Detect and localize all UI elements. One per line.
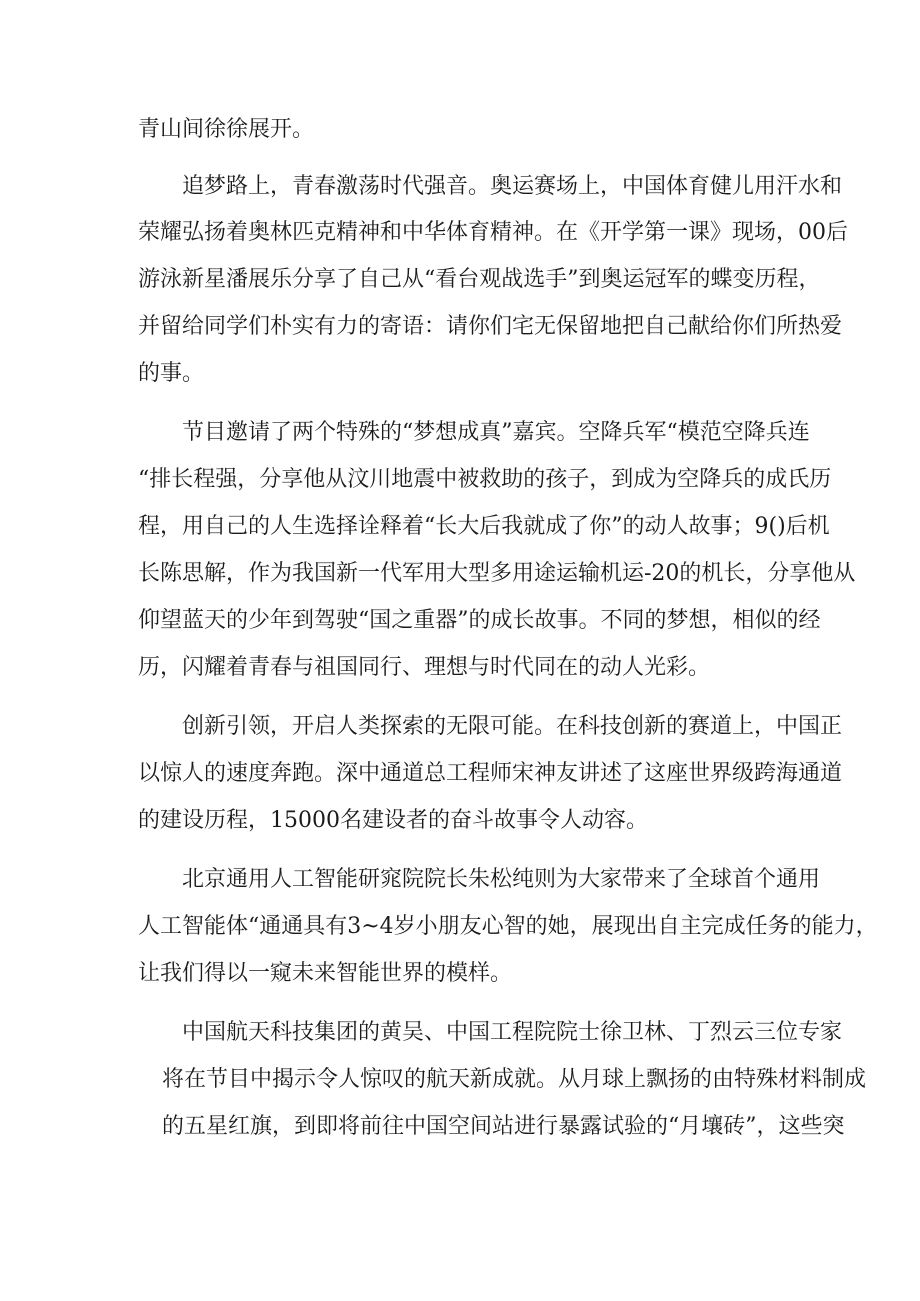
- text-line: 节目邀请了两个特殊的“梦想成真”嘉宾。空降兵军“模范空降兵连: [182, 420, 810, 445]
- text-line: 程，用自己的人生选择诠释着“长大后我就成了你”的动人故事；9()后机: [138, 514, 830, 539]
- text-line: 创新引领，开启人类探索的无限可能。在科技创新的赛道上，中国正: [182, 714, 843, 739]
- text-line: 追梦路上，青春激荡时代强音。奥运赛场上，中国体育健儿用汗水和: [182, 174, 843, 199]
- text-line: 人工智能体“通通具有3~4岁小朋友心智的她，展现出自主完成任务的能力，: [138, 914, 878, 939]
- text-line: 荣耀弘扬着奥林匹克精神和中华体育精神。在《开学第一课》现场，00后: [138, 220, 848, 245]
- text-line: 以惊人的速度奔跑。深中通道总工程师宋神友讲述了这座世界级跨海通道: [138, 761, 843, 786]
- text-line: 北京通用人工智能研窕院院长朱松纯则为大家带来了全球首个通用: [182, 867, 821, 892]
- text-line: “排长程强，分享他从汶川地震中被救助的孩子，到成为空降兵的成氏历: [138, 467, 832, 492]
- text-line: 青山间徐徐展开。: [138, 117, 315, 142]
- text-line: 将在节目中揭示令人惊叹的航天新成就。从月球上飘扬的由特殊材料制成: [162, 1067, 867, 1092]
- text-line: 历，闪耀着青春与祖国同行、理想与时代同在的动人光彩。: [138, 655, 711, 680]
- text-line: 中国航天科技集团的黄吴、中国工程院院士徐卫林、丁烈云三位专家: [182, 1020, 843, 1045]
- text-line: 的建设历程，15000名建设者的奋斗故事令人动容。: [138, 808, 648, 833]
- text-line: 游泳新星潘展乐分享了自己从“看台观战选手”到奥运冠军的蝶变历程，: [138, 267, 821, 292]
- text-line: 并留给同学们朴实有力的寄语：请你们宅无保留地把自己献给你们所热爱: [138, 314, 843, 339]
- text-line: 长陈思解，作为我国新一代军用大型多用途运输机运-20的机长，分享他从: [138, 561, 856, 586]
- text-line: 让我们得以一窥未来智能世界的模样。: [138, 961, 513, 986]
- text-line: 的事。: [138, 361, 205, 386]
- text-line: 的五星红旗，到即将前往中国空间站进行暴露试验的“月壤砖”，这些突: [162, 1114, 845, 1139]
- text-line: 仰望蓝天的少年到驾驶“国之重器”的成长故事。不同的梦想，相似的经: [138, 608, 821, 633]
